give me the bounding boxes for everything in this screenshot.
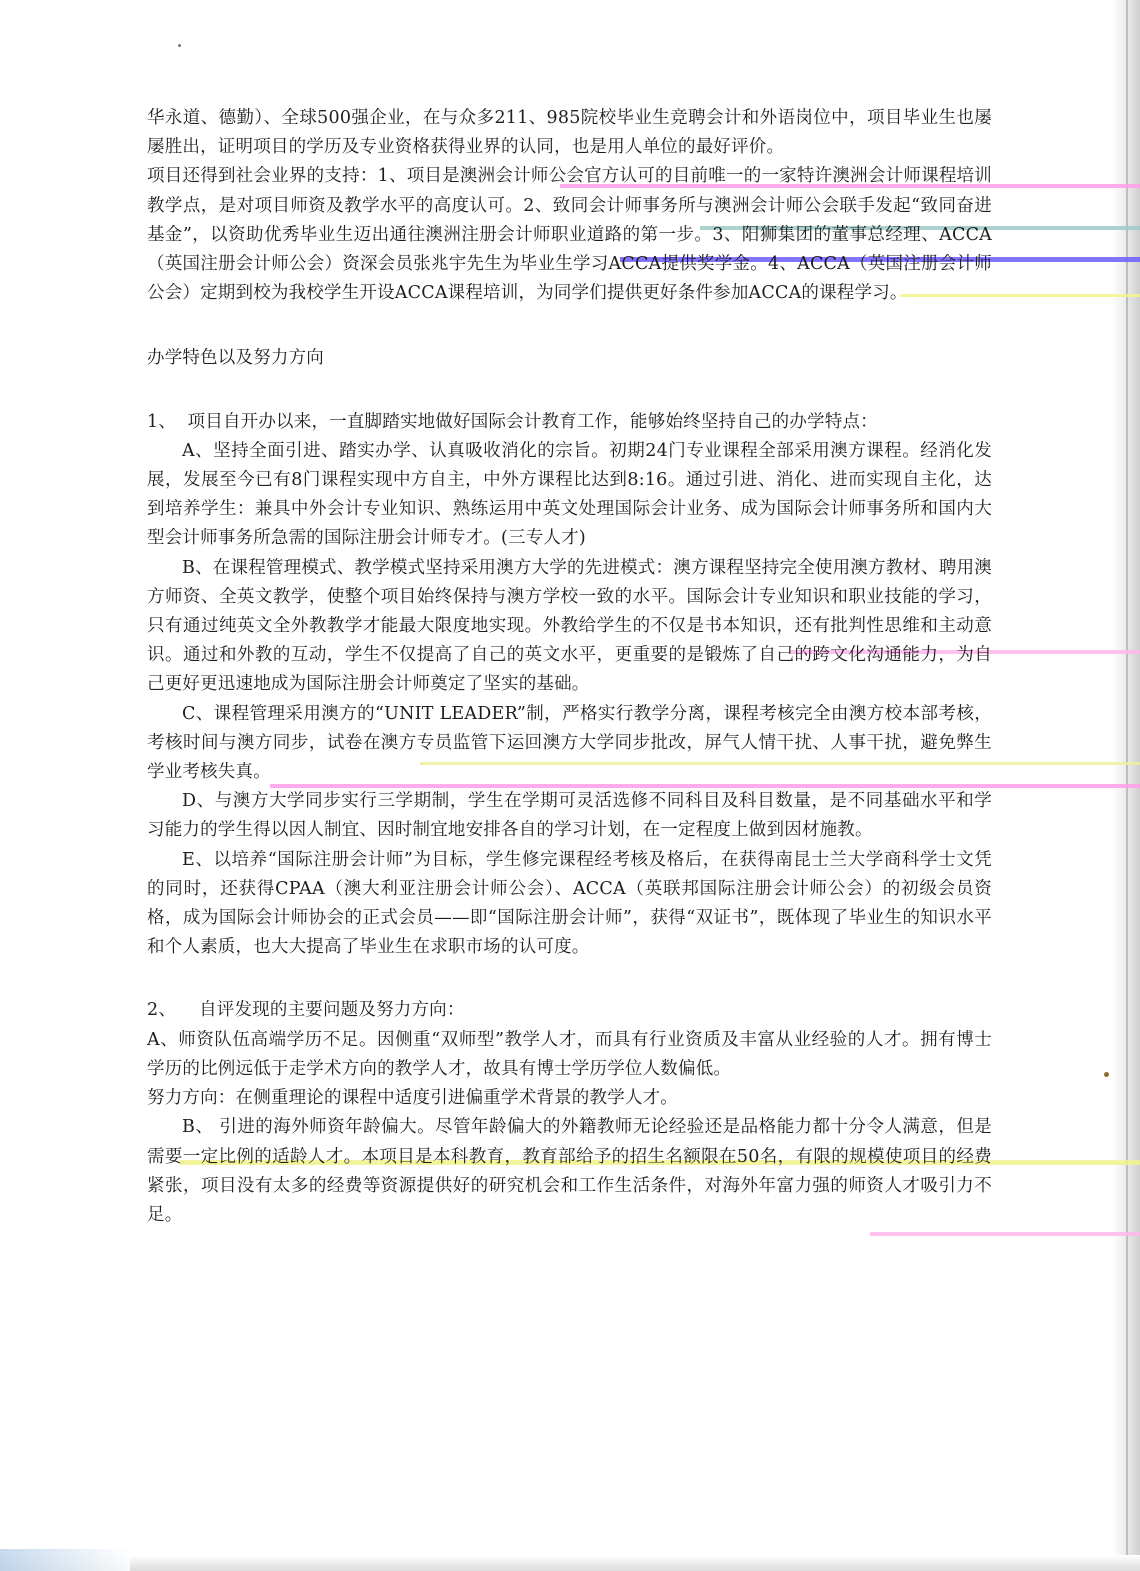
list-item: D、与澳方大学同步实行三学期制，学生在学期可灵活选修不同科目及科目数量，是不同基础水平和学习能力的学生得以因人制宜、因时制宜地安排各自的学习计划，在一定程度上做到因材施教。 <box>147 791 992 841</box>
effort-direction: 努力方向：在侧重理论的课程中适度引进偏重学术背景的教学人才。 <box>147 1088 678 1109</box>
document-body <box>147 104 992 1230</box>
scan-smudge <box>0 1549 130 1571</box>
scan-streak <box>870 1232 1140 1236</box>
list-item: A、师资队伍高端学历不足。因侧重“双师型”教学人才，而具有行业资质及丰富从业经验的人才。拥有博士学历的比例远低于走学术方向的教学人才，故具有博士学历学位人数偏低。 <box>147 1029 992 1079</box>
list-item: B、在课程管理模式、教学模式坚持采用澳方大学的先进模式：澳方课程坚持完全使用澳方教材、聘用澳方师资、全英文教学，使整个项目始终保持与澳方学校一致的水平。国际会计专业知识和职业技能的学习，只有通过纯英文全外教教学才能最大限度地实现。外教给学生的不仅是书本知识，还有批判性思维和主动意识。通过和外教的互动，学生不仅提高了自己的英文水平，更重要的是锻炼了自己的跨文化沟通能力，为自己更好更迅速地成为国际注册会计师奠定了坚实的基础。 <box>147 557 992 695</box>
list-item: B、 引进的海外师资年龄偏大。尽管年龄偏大的外籍教师无论经验还是品格能力都十分令人满意，但是需要一定比例的适龄人才。本项目是本科教育，教育部给予的招生名额限在50名，有限的规模使项目的经费紧张，项目没有太多的经费等资源提供好的研究机会和工作生活条件，对海外年富力强的师资人才吸引力不足。 <box>147 1117 992 1225</box>
intro-paragraph: 华永道、德勤）、全球500强企业，在与众多211、985院校毕业生竞聘会计和外语岗位中，项目毕业生也屡屡胜出，证明项目的学历及专业资格获得业界的认同，也是用人单位的最好评价。 <box>147 108 992 158</box>
scan-speck <box>178 44 181 47</box>
list-item: C、课程管理采用澳方的“UNIT LEADER”制，严格实行教学分离，课程考核完全由澳方校本部考核，考核时间与澳方同步，试卷在澳方专员监管下运回澳方大学同步批改，屏气人情干扰、人事干扰，避免弊生学业考核失真。 <box>147 703 992 783</box>
list-item: E、以培养“国际注册会计师”为目标，学生修完课程经考核及格后，在获得南昆士兰大学商科学士文凭的同时，还获得CPAA（澳大利亚注册会计师公会）、ACCA（英联邦国际注册会计师公会）的初级会员资格，成为国际会计师协会的正式会员——即“国际注册会计师”，获得“双证书”，既体现了毕业生的知识水平和个人素质，也大大提高了毕业生在求职市场的认可度。 <box>147 849 992 958</box>
list-item-heading: 1、 项目自开办以来，一直脚踏实地做好国际会计教育工作，能够始终坚持自己的办学特点： <box>147 411 878 432</box>
scan-speck <box>1104 1072 1109 1077</box>
list-item-heading: 2、 自评发现的主要问题及努力方向： <box>147 1000 465 1021</box>
section-heading: 办学特色以及努力方向 <box>147 348 324 369</box>
page-bottom-edge-shadow <box>0 1555 1140 1571</box>
intro-paragraph: 项目还得到社会业界的支持：1、项目是澳洲会计师公会官方认可的目前唯一的一家特许澳洲会计师课程培训教学点，是对项目师资及教学水平的高度认可。2、致同会计师事务所与澳洲会计师公会联手发起“致同奋进基金”，以资助优秀毕业生迈出通往澳洲注册会计师职业道路的第一步。3、阳狮集团的董事总经理、ACCA（英国注册会计师公会）资深会员张兆宇先生为毕业生学习ACCA提供奖学金。4、ACCA（英国注册会计师公会）定期到校为我校学生开设ACCA课程培训，为同学们提供更好条件参加ACCA的课程学习。 <box>147 166 992 304</box>
list-item: A、坚持全面引进、踏实办学、认真吸收消化的宗旨。初期24门专业课程全部采用澳方课程。经消化发展，发展至今已有8门课程实现中方自主，中外方课程比达到8:16。通过引进、消化、进而实现自主化，达到培养学生：兼具中外会计专业知识、熟练运用中英文处理国际会计业务、成为国际会计师事务所和国内大型会计师事务所急需的国际注册会计师专才。(三专人才) <box>147 440 992 549</box>
